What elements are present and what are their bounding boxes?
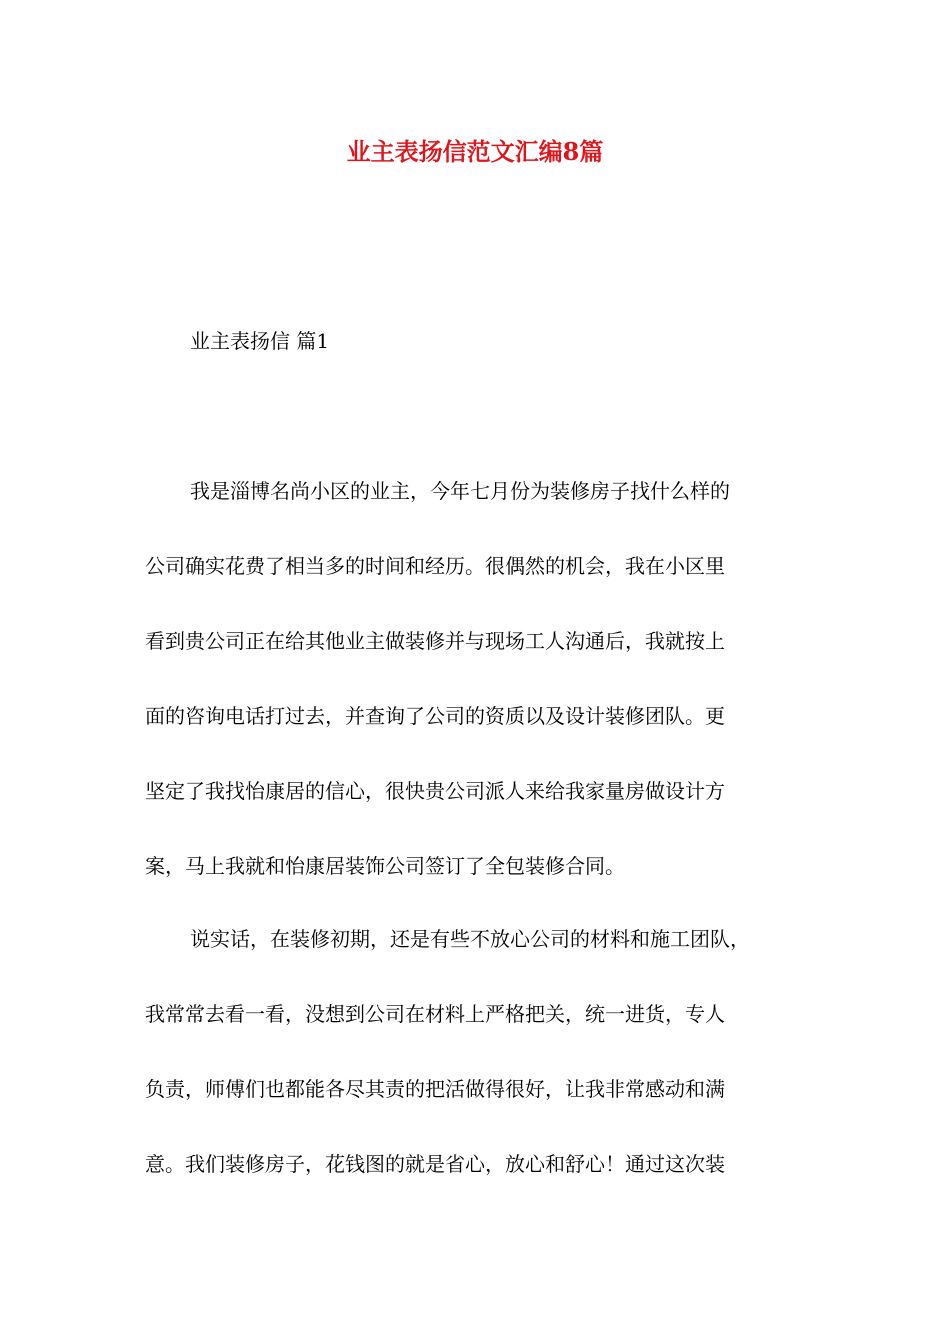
paragraph-2 xyxy=(145,924,810,1194)
paragraph-line: 我是淄博名尚小区的业主，今年七月份为装修房子找什么样的 xyxy=(190,479,730,503)
paragraph-line: 意。我们装修房子，花钱图的就是省心，放心和舒心！通过这次装 xyxy=(145,1152,725,1176)
paragraph-line: 说实话，在装修初期，还是有些不放心公司的材料和施工团队， xyxy=(190,927,750,951)
paragraph-line: 负责，师傅们也都能各尽其责的把活做得很好，让我非常感动和满 xyxy=(145,1077,725,1101)
paragraph-line: 案，马上我就和怡康居装饰公司签订了全包装修合同。 xyxy=(145,854,625,878)
paragraph-line: 我常常去看一看，没想到公司在材料上严格把关，统一进货，专人 xyxy=(145,1002,725,1026)
section-heading: 业主表扬信 篇1 xyxy=(190,329,330,353)
paragraph-line: 坚定了我找怡康居的信心，很快贵公司派人来给我家量房做设计方 xyxy=(145,779,725,803)
paragraph-1 xyxy=(145,476,810,896)
document-title: 业主表扬信范文汇编8篇 xyxy=(346,137,604,166)
paragraph-line: 公司确实花费了相当多的时间和经历。很偶然的机会，我在小区里 xyxy=(145,554,725,578)
paragraph-line: 看到贵公司正在给其他业主做装修并与现场工人沟通后，我就按上 xyxy=(145,629,725,653)
paragraph-line: 面的咨询电话打过去，并查询了公司的资质以及设计装修团队。更 xyxy=(145,704,725,728)
